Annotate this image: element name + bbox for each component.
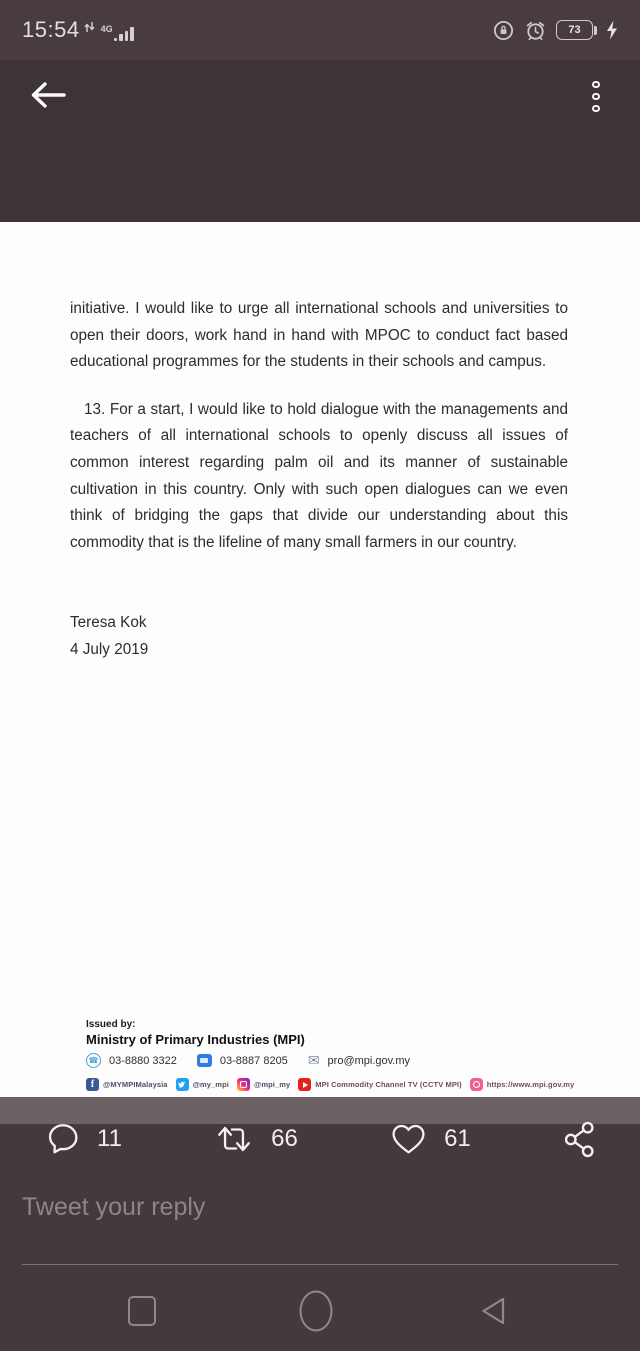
email-address: pro@mpi.gov.my bbox=[327, 1054, 411, 1067]
heart-icon bbox=[390, 1122, 427, 1156]
image-viewer-header bbox=[0, 60, 640, 222]
kebab-dot bbox=[592, 81, 600, 89]
phone-icon: ☎ bbox=[86, 1053, 101, 1068]
retweet-count: 66 bbox=[271, 1125, 298, 1152]
bottom-sheet bbox=[0, 1097, 640, 1351]
phone-number: 03-8880 3322 bbox=[109, 1054, 177, 1067]
reply-count: 11 bbox=[97, 1125, 122, 1152]
contact-row bbox=[86, 1052, 566, 1069]
hd-volte-icon bbox=[84, 20, 95, 34]
website-link: https://www.mpi.gov.my bbox=[470, 1078, 575, 1091]
battery-percent: 73 bbox=[568, 24, 581, 36]
signature-date: 4 July 2019 bbox=[70, 641, 149, 659]
instagram-handle: @mpi_my bbox=[237, 1078, 290, 1091]
twitter-icon bbox=[176, 1078, 189, 1091]
reply-icon bbox=[46, 1121, 80, 1157]
social-row bbox=[86, 1078, 575, 1091]
ministry-name: Ministry of Primary Industries (MPI) bbox=[86, 1032, 305, 1047]
signal-strength-icon bbox=[114, 26, 134, 41]
phone-contact bbox=[86, 1053, 177, 1068]
retweet-button[interactable] bbox=[214, 1123, 298, 1155]
fax-number: 03-8887 8205 bbox=[219, 1054, 288, 1067]
android-nav-bar bbox=[0, 1283, 640, 1339]
reply-input[interactable] bbox=[22, 1193, 618, 1222]
status-bar bbox=[0, 0, 640, 60]
share-icon bbox=[563, 1119, 596, 1160]
signature-block bbox=[70, 609, 568, 663]
like-count: 61 bbox=[444, 1125, 471, 1152]
facebook-handle: f @MYMPIMalaysia bbox=[86, 1078, 168, 1091]
retweet-icon bbox=[214, 1123, 254, 1155]
email-icon: ✉ bbox=[307, 1052, 320, 1068]
home-button[interactable] bbox=[298, 1289, 334, 1333]
back-triangle-icon bbox=[476, 1294, 512, 1328]
overflow-menu-button[interactable] bbox=[588, 76, 604, 117]
email-contact bbox=[308, 1052, 410, 1069]
reply-button[interactable] bbox=[46, 1121, 122, 1157]
share-button[interactable] bbox=[563, 1119, 596, 1160]
signature-name: Teresa Kok bbox=[70, 614, 147, 632]
recents-button[interactable] bbox=[128, 1296, 156, 1326]
like-button[interactable] bbox=[390, 1122, 471, 1156]
kebab-dot bbox=[592, 105, 600, 113]
document-footer bbox=[86, 1018, 575, 1091]
network-type-label: 4G bbox=[100, 24, 113, 34]
recents-square-icon bbox=[128, 1296, 156, 1326]
charging-bolt-icon bbox=[606, 20, 618, 40]
back-nav-button[interactable] bbox=[476, 1294, 512, 1328]
document-paragraph: 13. For a start, I would like to hold dialogue with the managements and teachers of all international schools to openly discuss all issues of common interest regarding palm oil and its manner of sustainable cultivation in this country. Only with such open dialogues can we even think of bridging the gaps that divide our understanding about this commodity that is the lifeline of many small farmers in our country. bbox=[70, 400, 568, 551]
home-circle-icon bbox=[298, 1289, 334, 1333]
issued-by-label: Issued by: bbox=[86, 1019, 136, 1030]
back-arrow-icon bbox=[28, 78, 68, 112]
composer-underline bbox=[22, 1264, 618, 1265]
tweet-action-bar bbox=[0, 1117, 640, 1161]
alarm-clock-icon bbox=[524, 19, 547, 42]
website-icon bbox=[470, 1078, 483, 1091]
twitter-handle: @my_mpi bbox=[176, 1078, 229, 1091]
rotation-lock-icon bbox=[492, 19, 515, 42]
youtube-icon bbox=[298, 1078, 311, 1091]
back-button[interactable] bbox=[28, 78, 72, 118]
document-paragraph: initiative. I would like to urge all international schools and universities to open their doors, work hand in hand with MPOC to conduct fact based educational programmes for the students in their schools and campus. bbox=[70, 300, 568, 371]
kebab-dot bbox=[592, 93, 600, 101]
facebook-icon: f bbox=[86, 1078, 99, 1091]
fax-contact bbox=[197, 1054, 288, 1067]
tweet-image-press-release[interactable] bbox=[0, 222, 640, 1097]
clock: 15:54 bbox=[22, 17, 80, 42]
instagram-icon bbox=[237, 1078, 250, 1091]
battery-indicator bbox=[556, 20, 597, 40]
fax-icon bbox=[197, 1054, 212, 1067]
youtube-channel: MPI Commodity Channel TV (CCTV MPI) bbox=[298, 1078, 461, 1091]
reply-composer bbox=[22, 1193, 618, 1222]
